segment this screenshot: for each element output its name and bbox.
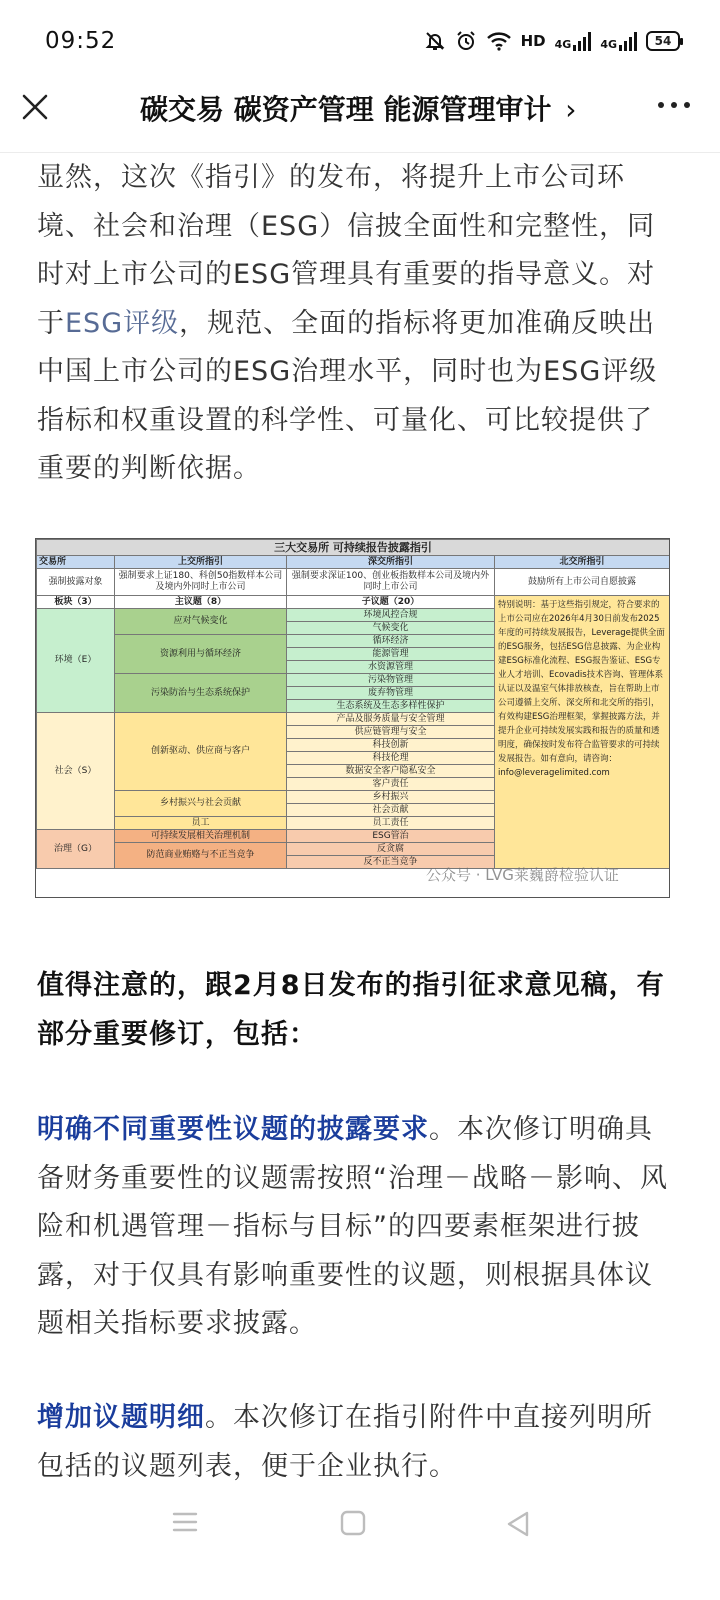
- signal-4g-a: [555, 31, 592, 51]
- main-topic-cell: 乡村振兴与社会贡献: [115, 791, 287, 817]
- main-topic-cell: 资源利用与循环经济: [115, 635, 287, 674]
- paragraph-text: 。本次修订明确具备财务重要性的议题需按照“治理－战略－影响、风险和机遇管理－指标与目标”的四要素框架进行披露，对于仅具有影响重要性的议题，则根据具体议题相关指标要求披露。: [37, 1114, 668, 1339]
- menu-icon: [172, 1510, 198, 1534]
- home-square-icon: [340, 1510, 366, 1536]
- net-type-label: 4G: [554, 38, 572, 51]
- close-icon: [20, 92, 50, 122]
- article-paragraph-4: [37, 1394, 677, 1491]
- main-topic-cell: 防范商业贿赂与不正当竞争: [115, 843, 287, 869]
- table-cell: 强制要求深证100、创业板指数样本公司及境内外同时上市公司: [287, 569, 495, 596]
- sub-topic-cell: 产品及服务质量与安全管理: [287, 713, 495, 726]
- sub-topic-cell: 气候变化: [287, 622, 495, 635]
- more-menu-button[interactable]: [658, 102, 690, 108]
- table-cell: 鼓励所有上市公司自愿披露: [495, 569, 670, 596]
- sub-topic-cell: 水资源管理: [287, 661, 495, 674]
- sub-topic-cell: 循环经济: [287, 635, 495, 648]
- main-topic-cell: 应对气候变化: [115, 609, 287, 635]
- dot-icon: [658, 102, 664, 108]
- main-topic-cell: 污染防治与生态系统保护: [115, 674, 287, 713]
- back-triangle-icon: [505, 1510, 531, 1538]
- dot-icon: [671, 102, 677, 108]
- sector-cell: 环境（E）: [37, 609, 115, 713]
- sub-topic-cell: 反不正当竞争: [287, 856, 495, 869]
- close-button[interactable]: [20, 92, 50, 122]
- article-paragraph-2: 值得注意的，跟2月8日发布的指引征求意见稿，有部分重要修订，包括：: [37, 970, 665, 1050]
- sub-topic-cell: 科技创新: [287, 739, 495, 752]
- watermark: 公众号 · LVG莱巍爵检验认证: [426, 866, 619, 884]
- highlight-heading: 增加议题明细: [37, 1402, 205, 1433]
- table-header: 子议题（20）: [287, 596, 495, 609]
- sub-topic-cell: 能源管理: [287, 648, 495, 661]
- net-type-label: 4G: [600, 38, 617, 51]
- main-topic-cell: 员工: [115, 817, 287, 830]
- sub-topic-cell: ESG管治: [287, 830, 495, 843]
- battery-icon: [646, 31, 680, 51]
- main-topic-cell: 可持续发展相关治理机制: [115, 830, 287, 843]
- sub-topic-cell: 乡村振兴: [287, 791, 495, 804]
- page-title: 碳交易 碳资产管理 能源管理审计: [140, 93, 552, 126]
- sub-topic-cell: 废弃物管理: [287, 687, 495, 700]
- sub-topic-cell: 环境风控合规: [287, 609, 495, 622]
- account-title-link[interactable]: [140, 88, 576, 128]
- status-time: 09:52: [45, 28, 117, 54]
- table-cell: 强制要求上证180、科创50指数样本公司及境内外同时上市公司: [115, 569, 287, 596]
- table-title: 三大交易所 可持续报告披露指引: [37, 540, 670, 556]
- sub-topic-cell: 科技伦理: [287, 752, 495, 765]
- esg-guideline-table-image[interactable]: [35, 538, 670, 898]
- sub-topic-cell: 社会贡献: [287, 804, 495, 817]
- nav-bar: [0, 86, 720, 153]
- table-header: 交易所: [37, 556, 115, 569]
- sub-topic-cell: 供应链管理与安全: [287, 726, 495, 739]
- battery-level: 54: [654, 34, 672, 48]
- chevron-right-icon: ›: [565, 93, 577, 126]
- wifi-icon: [486, 31, 512, 51]
- paragraph-text: 。本次修订在指引附件中直接列明所包括的议题列表，便于企业执行。: [37, 1402, 653, 1482]
- table-header: 北交所指引: [495, 556, 670, 569]
- menu-nav-button[interactable]: [172, 1510, 198, 1538]
- table-header: 主议题（8）: [115, 596, 287, 609]
- esg-rating-link[interactable]: ESG评级: [65, 307, 180, 339]
- dot-icon: [684, 102, 690, 108]
- home-nav-button[interactable]: [340, 1510, 366, 1540]
- sector-cell: 社会（S）: [37, 713, 115, 830]
- signal-4g-b: [600, 31, 637, 51]
- signal-bars-icon: [619, 31, 637, 51]
- article-paragraph-1: [37, 154, 677, 494]
- highlight-heading: 明确不同重要性议题的披露要求: [37, 1114, 429, 1145]
- sub-topic-cell: 员工责任: [287, 817, 495, 830]
- back-nav-button[interactable]: [505, 1510, 531, 1542]
- main-topic-cell: 创新驱动、供应商与客户: [115, 713, 287, 791]
- disclosure-table: [36, 539, 670, 869]
- sub-topic-cell: 客户责任: [287, 778, 495, 791]
- hd-indicator: HD: [520, 32, 546, 50]
- paragraph-text: ，规范、全面的指标将更加准确反映出中国上市公司的ESG治理水平，同时也为ESG评级指标和权重设置的科学性、可量化、可比较提供了重要的判断依据。: [37, 307, 658, 484]
- table-header: 上交所指引: [115, 556, 287, 569]
- article-paragraph-3: [37, 1106, 677, 1349]
- system-nav-bar: [0, 1490, 720, 1560]
- sub-topic-cell: 数据安全客户隐私安全: [287, 765, 495, 778]
- table-header: 板块（3）: [37, 596, 115, 609]
- alarm-icon: [455, 30, 477, 52]
- sub-topic-cell: 污染物管理: [287, 674, 495, 687]
- status-bar: [0, 0, 720, 86]
- sector-cell: 治理（G）: [37, 830, 115, 869]
- sub-topic-cell: 生态系统及生态多样性保护: [287, 700, 495, 713]
- sub-topic-cell: 反贪腐: [287, 843, 495, 856]
- signal-bars-icon: [573, 31, 591, 51]
- paragraph-text: 显然，这次《指引》的发布，将提升上市公司环境、社会和治理（ESG）信披全面性和完整性，同时对上市公司的ESG管理具有重要的指导意义。对于: [37, 162, 656, 339]
- table-cell: 强制披露对象: [37, 569, 115, 596]
- mute-bell-icon: [424, 30, 446, 52]
- service-note: 特别说明：基于这些指引规定，符合要求的上市公司应在2026年4月30日前发布2025年度的可持续发展报告，Leverage提供全面的ESG服务，包括ESG信息披露、为企业构建ESG标准化流程、ESG报告鉴证、ESG专业人才培训、Ecovadis技术咨询、管理体系认证以及温室气体排放核查，旨在帮助上市公司遵循上交所、深交所和北交所的指引，有效构建ESG治理框架，掌握披露方法，并提升企业可持续发展实践和报告的质量和透明度，确保按时发布符合监管要求的可持续发展报告。如有意向，请咨询：info@leveragelimited.com: [495, 596, 670, 869]
- table-header: 深交所指引: [287, 556, 495, 569]
- status-icons: [424, 30, 680, 52]
